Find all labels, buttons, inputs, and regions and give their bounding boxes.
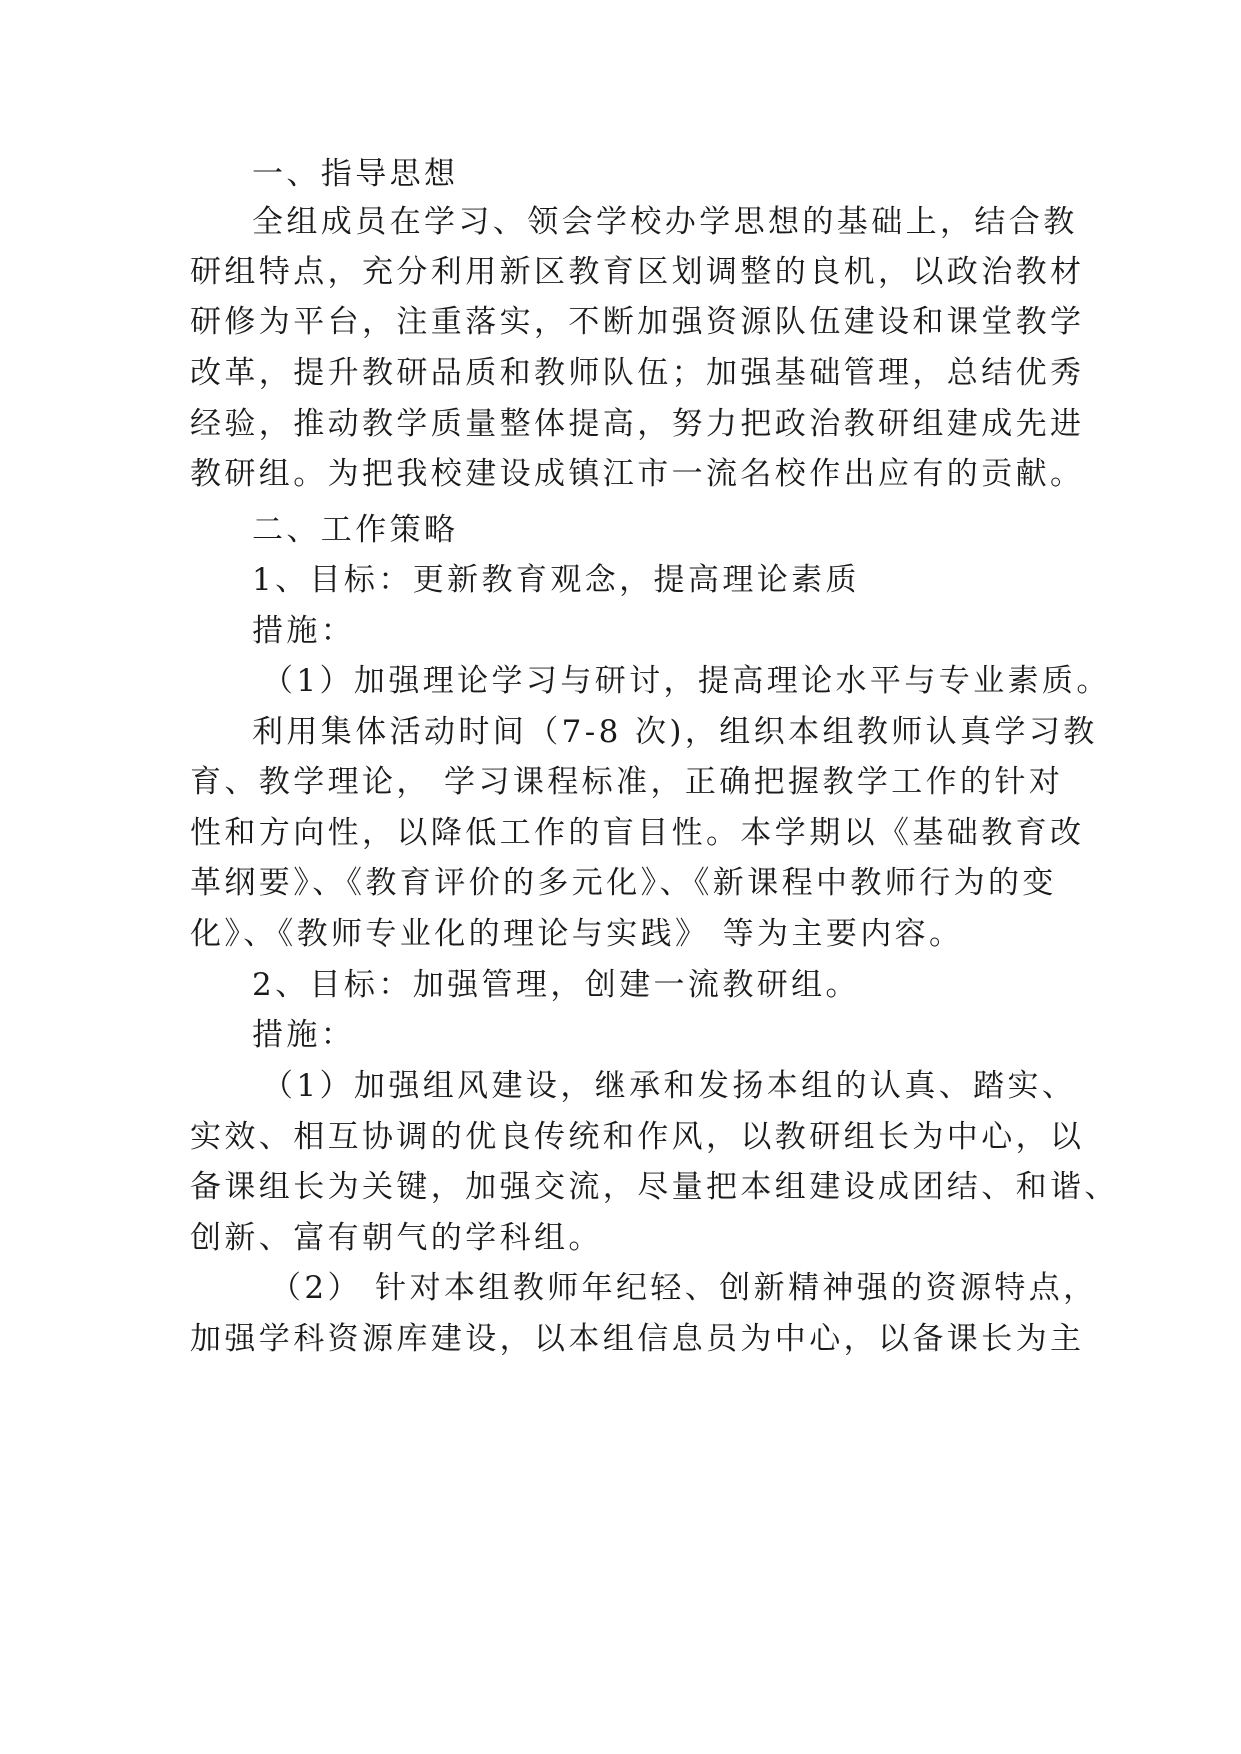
paragraph-line: 育、教学理论， 学习课程标准，正确把握教学工作的针对 xyxy=(190,764,1064,800)
paragraph-line: 性和方向性，以降低工作的盲目性。本学期以《基础教育改 xyxy=(190,815,1085,851)
paragraph-line: 教研组。为把我校建设成镇江市一流名校作出应有的贡献。 xyxy=(190,456,1085,492)
paragraph-line: 备课组长为关键，加强交流，尽量把本组建设成团结、和谐、 xyxy=(190,1169,1119,1205)
paragraph-line: 创新、富有朝气的学科组。 xyxy=(190,1220,603,1256)
goal-2: 2、目标：加强管理，创建一流教研组。 xyxy=(252,967,860,1003)
heading-work-strategy: 二、工作策略 xyxy=(252,512,459,548)
measure-item: （2） 针对本组教师年纪轻、创新精神强的资源特点， xyxy=(270,1270,1098,1306)
paragraph-line: 全组成员在学习、领会学校办学思想的基础上，结合教 xyxy=(252,204,1078,240)
paragraph-line: 实效、相互协调的优良传统和作风，以教研组长为中心，以 xyxy=(190,1119,1085,1155)
goal-1: 1、目标：更新教育观念，提高理论素质 xyxy=(252,562,860,598)
paragraph-line: 加强学科资源库建设，以本组信息员为中心，以备课长为主 xyxy=(190,1321,1085,1357)
paragraph-line: 化》、《教师专业化的理论与实践》 等为主要内容。 xyxy=(190,916,964,952)
paragraph-line: 经验，推动教学质量整体提高，努力把政治教研组建成先进 xyxy=(190,406,1085,442)
paragraph-line: 研修为平台，注重落实，不断加强资源队伍建设和课堂教学 xyxy=(190,304,1085,340)
paragraph-line: 利用集体活动时间（7-8 次)，组织本组教师认真学习教 xyxy=(252,714,1098,750)
measure-item: （1）加强理论学习与研讨，提高理论水平与专业素质。 xyxy=(262,663,1111,699)
paragraph-line: 研组特点，充分利用新区教育区划调整的良机，以政治教材 xyxy=(190,254,1085,290)
paragraph-line: 革纲要》、《教育评价的多元化》、《新课程中教师行为的变 xyxy=(190,865,1057,901)
paragraph-line: 改革，提升教研品质和教师队伍；加强基础管理，总结优秀 xyxy=(190,355,1085,391)
measure-item: （1）加强组风建设，继承和发扬本组的认真、踏实、 xyxy=(262,1068,1077,1104)
measures-label: 措施： xyxy=(252,613,356,649)
measures-label: 措施： xyxy=(252,1017,356,1053)
heading-guiding-thought: 一、指导思想 xyxy=(252,156,459,192)
